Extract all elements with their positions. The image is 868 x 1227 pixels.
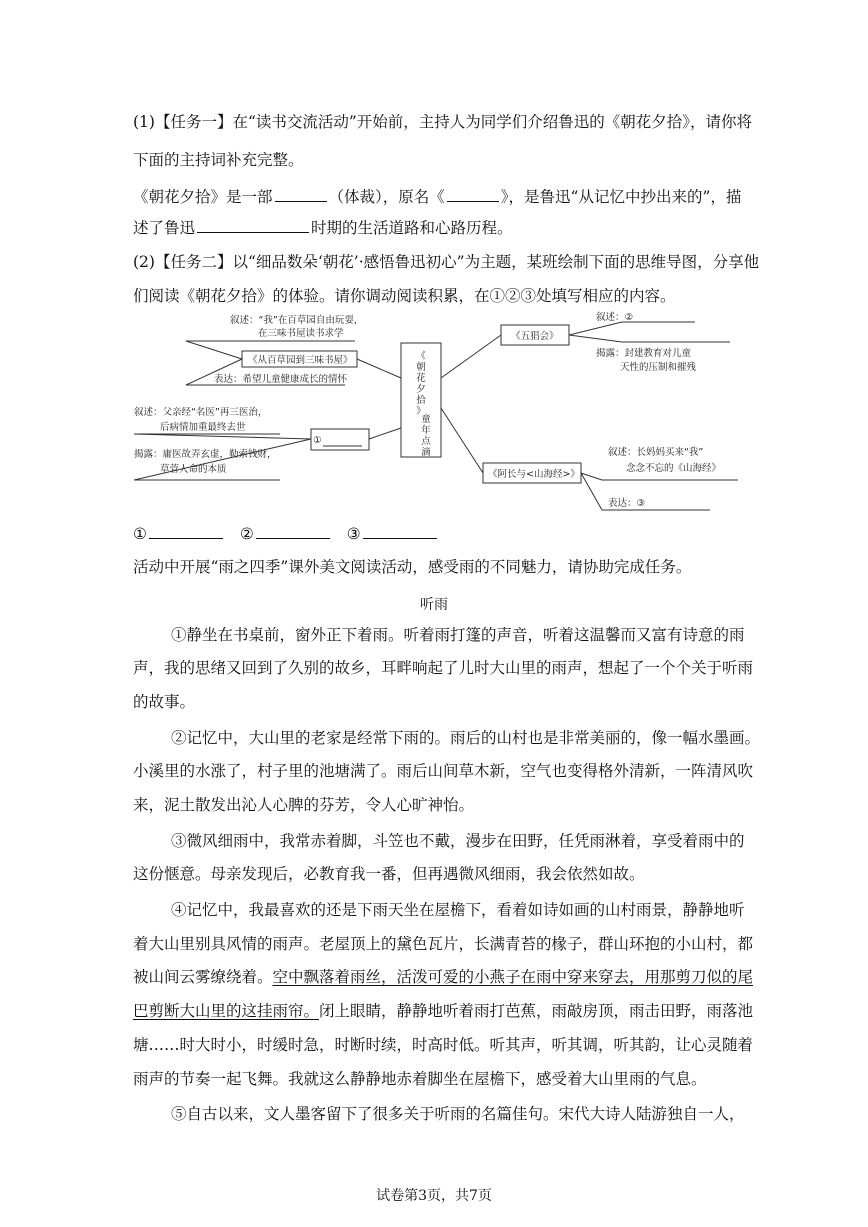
center-char: 朝: [416, 362, 426, 373]
node4-narration-1: 叙述：长妈妈买来“我”: [608, 447, 704, 458]
center-char: 《: [416, 351, 426, 362]
genre-blank[interactable]: [275, 186, 327, 202]
task1-line4: [133, 217, 513, 238]
task2-line1: (2)【任务二】以“细品数朵‘朝花’·感悟鲁迅初心”为主题，某班绘制下面的思维导图，分享他: [133, 253, 760, 271]
p4-line: 着大山里别具风情的雨声。老屋顶上的黛色瓦片，长满青苔的椽子，群山环抱的小山村，都: [133, 935, 754, 953]
text: 被山间云雾缭绕着。: [133, 968, 273, 986]
task1-line3: [133, 186, 741, 207]
p4-line: ④记忆中，我最喜欢的还是下雨天坐在屋檐下，看着如诗如画的山村雨景，静静地听: [171, 901, 745, 919]
center-char: 花: [416, 373, 426, 384]
node1-title: 《从百草园到三味书屋》: [248, 355, 353, 366]
text: 《朝花夕拾》是一部: [133, 188, 273, 206]
task1-line1: (1)【任务一】在“读书交流活动”开始前，主持人为同学们介绍鲁迅的《朝花夕拾》，请你将: [133, 113, 753, 131]
center-char: 拾: [416, 395, 426, 406]
node4-expression: 表达：③: [608, 498, 646, 509]
mind-map: [130, 308, 740, 518]
p5-line: ⑤自古以来，文人墨客留下了很多关于听雨的名篇佳句。宋代大诗人陆游独自一人，: [171, 1105, 745, 1123]
node2-narration-2: 后病情加重最终去世: [160, 422, 246, 433]
text: 时期的生活道路和心路历程。: [311, 219, 513, 237]
p2-line: 小溪里的水涨了，村子里的池塘满了。雨后山间草木新，空气也变得格外清新，一阵清风吹: [133, 762, 754, 780]
answer-blank-2[interactable]: [256, 523, 330, 539]
node2-title: ①: [313, 435, 322, 446]
center-char: 滴: [421, 447, 431, 458]
center-char: 点: [421, 436, 431, 447]
node3-title: 《五猖会》: [511, 331, 559, 342]
original-title-blank[interactable]: [447, 186, 499, 202]
text: （体裁），原名《: [328, 188, 445, 206]
node3-disclosure-1: 揭露：封建教育对儿童: [596, 348, 692, 359]
node3-disclosure-2: 天性的压制和摧残: [620, 362, 697, 373]
node3-narration: 叙述：②: [596, 312, 634, 323]
p2-line: ②记忆中，大山里的老家是经常下雨的。雨后的山村也是非常美丽的，像一幅水墨画。: [171, 729, 761, 747]
underlined-sentence: 巴剪断大山里的这挂雨帘。: [133, 1002, 320, 1020]
node2-disclosure-1: 揭露：庸医故弄玄虚，勒索钱财，: [134, 449, 277, 460]
p4-line: 塘……时大时小，时缓时急，时断时续，时高时低。听其声，听其调，听其韵，让心灵随着: [133, 1036, 754, 1054]
center-char: 年: [421, 425, 431, 436]
p4-line: 雨声的节奏一起飞舞。我就这么静静地赤着脚坐在屋檐下，感受着大山里雨的气息。: [133, 1070, 707, 1088]
p1-line: ①静坐在书桌前，窗外正下着雨。听着雨打篷的声音，听着这温馨而又富有诗意的雨: [171, 626, 745, 644]
text: 闭上眼睛，静静地听着雨打芭蕉，雨敲房顶，雨击田野，雨落池: [319, 1002, 754, 1020]
center-char: 童: [421, 414, 431, 425]
task1-line2: 下面的主持词补充完整。: [133, 151, 304, 169]
node1-narration-1: 叙述：“我”在百草园自由玩耍，: [230, 315, 364, 326]
node1-narration-2: 在三味书屋读书求学: [258, 328, 344, 339]
answer-blank-3[interactable]: [363, 523, 437, 539]
answer-label-1: ①: [133, 525, 147, 543]
node1-expression: 表达：希望儿童健康成长的情怀: [214, 374, 348, 385]
center-title: [416, 351, 431, 458]
center-char: 夕: [416, 384, 426, 395]
center-char: 》: [416, 406, 426, 417]
answer-label-2: ②: [239, 525, 254, 543]
page-footer: 试卷第3页，共7页: [376, 1188, 492, 1204]
task2-line2: 们阅读《朝花夕拾》的体验。请你调动阅读积累，在①②③处填写相应的内容。: [133, 287, 676, 305]
period-blank[interactable]: [197, 217, 309, 233]
node2-disclosure-2: 草菅人命的本质: [160, 464, 227, 475]
p3-line: ③微风细雨中，我常赤着脚，斗笠也不戴，漫步在田野，任凭雨淋着，享受着雨中的: [171, 832, 745, 850]
node4-narration-2: 念念不忘的《山海经》: [626, 463, 722, 474]
answer-row: [133, 523, 439, 544]
p4-line: [133, 967, 753, 987]
p1-line: 的故事。: [133, 693, 196, 711]
essay-title: 听雨: [420, 597, 448, 613]
intro-line: 活动中开展“雨之四季”课外美文阅读活动，感受雨的不同魅力，请协助完成任务。: [133, 558, 692, 576]
p4-line: [133, 1001, 753, 1021]
answer-label-3: ③: [346, 525, 361, 543]
node4-title: 《阿长与<山海经>》: [488, 469, 580, 480]
text: 述了鲁迅: [133, 219, 196, 237]
underlined-sentence: 空中飘落着雨丝，活泼可爱的小燕子在雨中穿来穿去，用那剪刀似的尾: [272, 968, 754, 986]
text: 》，是鲁迅“从记忆中抄出来的”，描: [500, 188, 742, 206]
p3-line: 这份惬意。母亲发现后，必教育我一番，但再遇微风细雨，我会依然如故。: [133, 865, 645, 883]
node2-narration-1: 叙述：父亲经“名医”再三医治，: [134, 407, 268, 418]
p2-line: 来，泥土散发出沁人心脾的芬芳，令人心旷神怡。: [133, 796, 475, 814]
p1-line: 声，我的思绪又回到了久别的故乡，耳畔响起了儿时大山里的雨声，想起了一个个关于听雨: [133, 659, 754, 677]
answer-blank-1[interactable]: [149, 523, 223, 539]
